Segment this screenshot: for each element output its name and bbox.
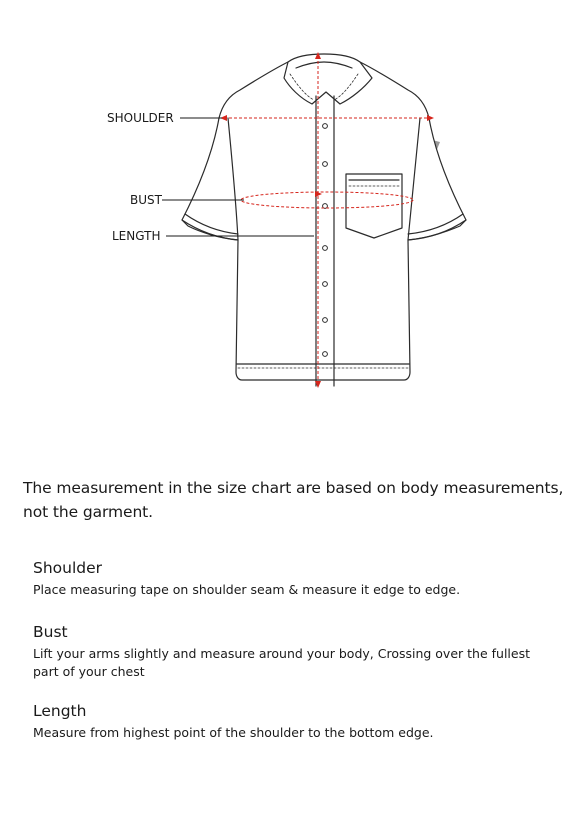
button <box>323 246 328 251</box>
button <box>323 352 328 357</box>
length-section <box>33 701 553 742</box>
shoulder-title: Shoulder <box>33 559 103 577</box>
size-chart-note: The measurement in the size chart are based on body measurements, not the garment. <box>23 479 564 521</box>
bust-section <box>33 622 553 681</box>
shirt-body <box>182 62 466 380</box>
shoulder-section <box>33 558 553 599</box>
shoulder-label: SHOULDER <box>107 111 174 125</box>
length-label: LENGTH <box>112 229 161 243</box>
button <box>323 162 328 167</box>
shoulder-description: Place measuring tape on shoulder seam & measure it edge to edge. <box>33 582 461 597</box>
shirt-drawing <box>182 54 466 386</box>
button <box>323 318 328 323</box>
shoulder-arrow-right <box>427 115 434 121</box>
length-description: Measure from highest point of the shoulder to the bottom edge. <box>33 725 434 740</box>
length-title: Length <box>33 702 87 720</box>
bust-label: BUST <box>130 193 162 207</box>
bust-description: Lift your arms slightly and measure around your body, Crossing over the fullest part of your chest <box>33 646 530 679</box>
button <box>323 124 328 129</box>
bust-title: Bust <box>33 623 68 641</box>
button <box>323 282 328 287</box>
chest-pocket <box>346 174 402 238</box>
